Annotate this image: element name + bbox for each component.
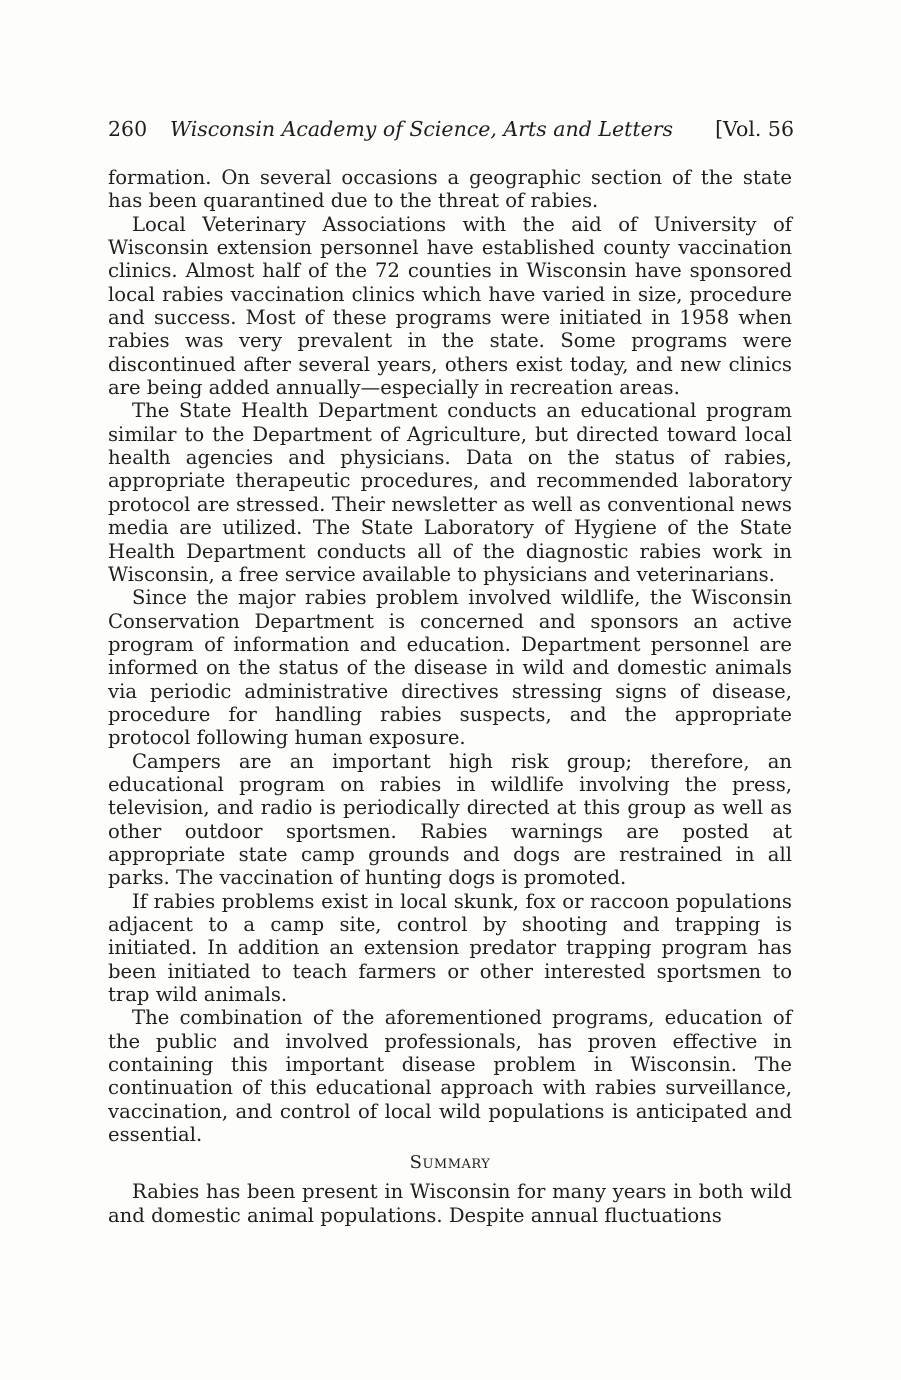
summary-heading: Summary xyxy=(409,1152,491,1174)
paragraph-combination: The combination of the aforementioned programs, education of the public and involved professionals, has proven effective in containing this important disease problem in Wisconsin. The continuation of this educational approach with rabies surveillance, vaccination, and control of local wild populations is anticipated and essential. xyxy=(108,1006,792,1147)
paragraph-predator-control: If rabies problems exist in local skunk, fox or raccoon populations adjacent to a camp site, control by shooting and trapping is initiated. In addition an extension predator trapping program has been initiated to teach farmers or other interested sportsmen to trap wild animals. xyxy=(108,889,792,1007)
paragraph-veterinary-clinics: Local Veterinary Associations with the aid of University of Wisconsin extension personnel have established county vaccination clinics. Almost half of the 72 counties in Wisconsin have sponsored local rabies vaccination clinics which have varied in size, procedure and success. Most of these programs were initiated in 1958 when rabies was very prevalent in the state. Some programs were discontinued after several years, others exist today, and new clinics are being added annually—especially in recreation areas. xyxy=(108,212,792,400)
body-text xyxy=(108,166,792,1227)
paragraph-campers: Campers are an important high risk group; therefore, an educational program on rabies in wildlife involving the press, television, and radio is periodically directed at this group as well as other outdoor sportsmen. Rabies warnings are posted at appropriate state camp grounds and dogs are restrained in all parks. The vaccination of hunting dogs is promoted. xyxy=(108,749,792,890)
volume-label: [Vol. 56 xyxy=(715,117,794,141)
paragraph-conservation-department: Since the major rabies problem involved wildlife, the Wisconsin Conservation Department is concerned and sponsors an active program of information and education. Department personnel are informed on the status of the disease in wild and domestic animals via periodic administrative directives stressing signs of disease, procedure for handling rabies suspects, and the appropriate protocol following human exposure. xyxy=(108,586,792,750)
running-header xyxy=(108,114,794,144)
summary-paragraph: Rabies has been present in Wisconsin for many years in both wild and domestic animal populations. Despite annual fluctuations xyxy=(108,1180,792,1227)
page-number: 260 xyxy=(108,117,148,141)
paragraph-state-health-department: The State Health Department conducts an educational program similar to the Department of Agriculture, but directed toward local health agencies and physicians. Data on the status of rabies, appropriate therapeutic procedures, and recommended laboratory protocol are stressed. Their newsletter as well as conventional news media are utilized. The State Laboratory of Hygiene of the State Health Department conducts all of the diagnostic rabies work in Wisconsin, a free service available to physicians and veterinarians. xyxy=(108,399,792,586)
paragraph-continued: formation. On several occasions a geographic section of the state has been quarantined due to the threat of rabies. xyxy=(108,166,792,213)
journal-title: Wisconsin Academy of Science, Arts and Letters xyxy=(170,117,674,141)
